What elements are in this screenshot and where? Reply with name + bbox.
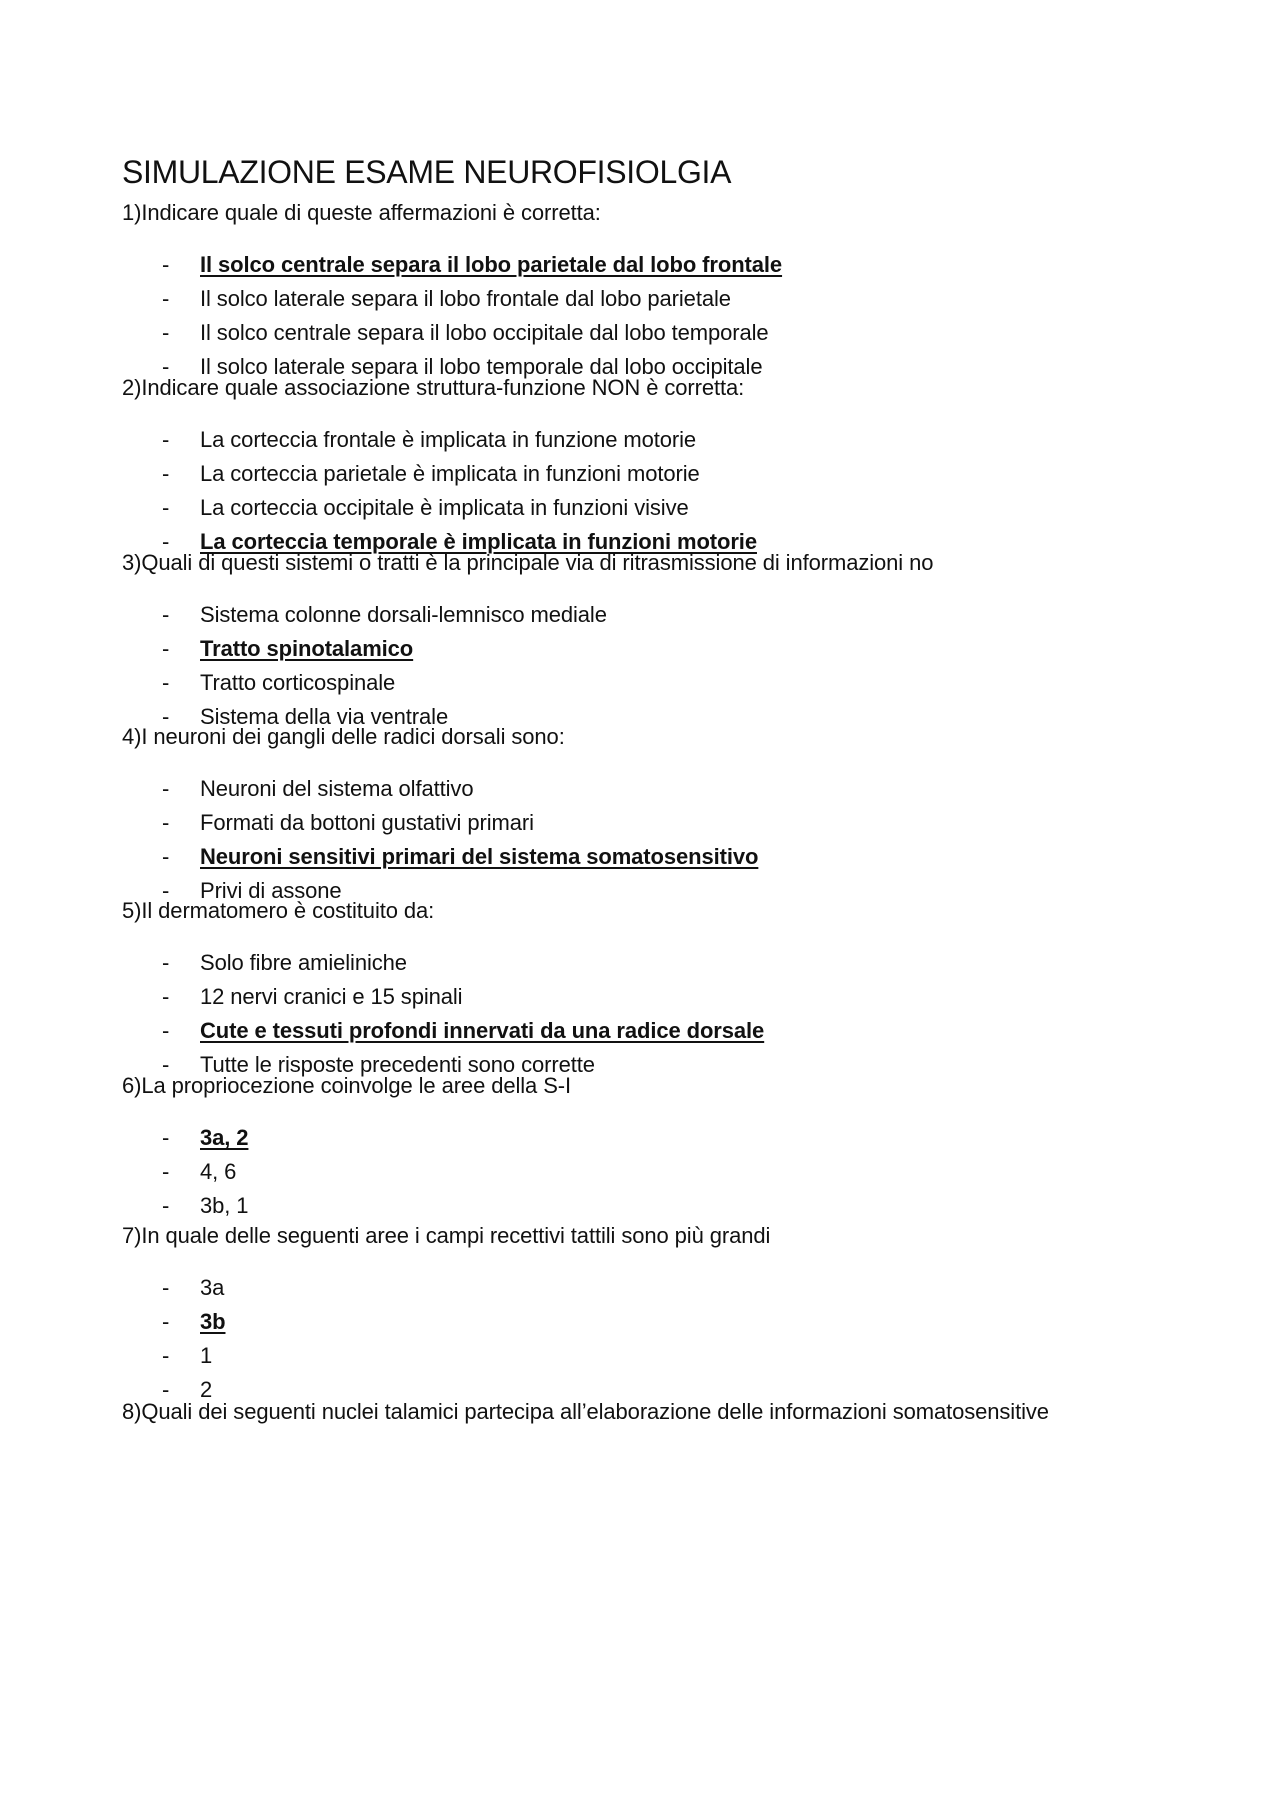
answer-option-text: La corteccia occipitale è implicata in funzioni visive xyxy=(200,495,689,520)
answer-option-text: Il solco laterale separa il lobo frontale dal lobo parietale xyxy=(200,286,731,311)
dash-bullet-icon: - xyxy=(162,320,170,345)
answer-option-text: 1 xyxy=(200,1343,213,1368)
dash-bullet-icon: - xyxy=(162,878,170,903)
dash-bullet-icon: - xyxy=(162,1193,170,1218)
answer-option-text: 12 nervi cranici e 15 spinali xyxy=(200,984,463,1009)
dash-bullet-icon: - xyxy=(162,670,170,695)
answer-option-text: 2 xyxy=(200,1377,213,1402)
answer-option-text: Il solco centrale separa il lobo parietale dal lobo frontale xyxy=(200,252,783,277)
dash-bullet-icon: - xyxy=(162,1343,170,1368)
question-text: 6)La propriocezione coinvolge le aree della S-I xyxy=(122,1073,572,1098)
answer-option-text: La corteccia temporale è implicata in funzioni motorie xyxy=(200,529,757,554)
dash-bullet-icon: - xyxy=(162,950,170,975)
answer-option-text: Neuroni del sistema olfattivo xyxy=(200,776,474,801)
dash-bullet-icon: - xyxy=(162,1377,170,1402)
dash-bullet-icon: - xyxy=(162,984,170,1009)
dash-bullet-icon: - xyxy=(162,1052,170,1077)
answer-option-text: Formati da bottoni gustativi primari xyxy=(200,810,534,835)
question-text: 4)I neuroni dei gangli delle radici dorsali sono: xyxy=(122,724,565,749)
dash-bullet-icon: - xyxy=(162,461,170,486)
dash-bullet-icon: - xyxy=(162,602,170,627)
answer-option-text: Sistema della via ventrale xyxy=(200,704,449,729)
dash-bullet-icon: - xyxy=(162,495,170,520)
dash-bullet-icon: - xyxy=(162,529,170,554)
answer-option-text: 3a, 2 xyxy=(200,1125,249,1150)
answer-option-text: Tratto corticospinale xyxy=(200,670,396,695)
dash-bullet-icon: - xyxy=(162,1159,170,1184)
dash-bullet-icon: - xyxy=(162,354,170,379)
dash-bullet-icon: - xyxy=(162,776,170,801)
dash-bullet-icon: - xyxy=(162,1275,170,1300)
dash-bullet-icon: - xyxy=(162,636,170,661)
dash-bullet-icon: - xyxy=(162,704,170,729)
dash-bullet-icon: - xyxy=(162,1018,170,1043)
answer-option-text: Tutte le risposte precedenti sono corrette xyxy=(200,1052,595,1077)
dash-bullet-icon: - xyxy=(162,810,170,835)
question-text: 8)Quali dei seguenti nuclei talamici partecipa all’elaborazione delle informazioni somatosensitive xyxy=(122,1399,1049,1424)
answer-option-text: La corteccia parietale è implicata in funzioni motorie xyxy=(200,461,700,486)
answer-option-text: 3b, 1 xyxy=(200,1193,249,1218)
dash-bullet-icon: - xyxy=(162,286,170,311)
dash-bullet-icon: - xyxy=(162,1125,170,1150)
answer-option-text: 3b xyxy=(200,1309,226,1334)
question-text: 1)Indicare quale di queste affermazioni è corretta: xyxy=(122,200,601,225)
document-title: SIMULAZIONE ESAME NEUROFISIOLGIA xyxy=(122,154,732,190)
dash-bullet-icon: - xyxy=(162,1309,170,1334)
answer-option-text: 3a xyxy=(200,1275,225,1300)
answer-option-text: Il solco centrale separa il lobo occipitale dal lobo temporale xyxy=(200,320,769,345)
answer-option-text: 4, 6 xyxy=(200,1159,237,1184)
answer-option-text: Solo fibre amieliniche xyxy=(200,950,407,975)
question-text: 5)Il dermatomero è costituito da: xyxy=(122,898,435,923)
dash-bullet-icon: - xyxy=(162,844,170,869)
answer-option-text: Sistema colonne dorsali-lemnisco mediale xyxy=(200,602,607,627)
answer-option-text: Neuroni sensitivi primari del sistema somatosensitivo xyxy=(200,844,759,869)
answer-option-text: Tratto spinotalamico xyxy=(200,636,414,661)
answer-option-text: Privi di assone xyxy=(200,878,342,903)
question-text: 2)Indicare quale associazione struttura-funzione NON è corretta: xyxy=(122,375,745,400)
answer-option-text: La corteccia frontale è implicata in funzione motorie xyxy=(200,427,697,452)
answer-option-text: Cute e tessuti profondi innervati da una radice dorsale xyxy=(200,1018,765,1043)
answer-option-text: Il solco laterale separa il lobo temporale dal lobo occipitale xyxy=(200,354,763,379)
question-text: 3)Quali di questi sistemi o tratti è la principale via di ritrasmissione di informazioni no xyxy=(122,550,934,575)
question-text: 7)In quale delle seguenti aree i campi recettivi tattili sono più grandi xyxy=(122,1223,771,1248)
dash-bullet-icon: - xyxy=(162,252,170,277)
dash-bullet-icon: - xyxy=(162,427,170,452)
